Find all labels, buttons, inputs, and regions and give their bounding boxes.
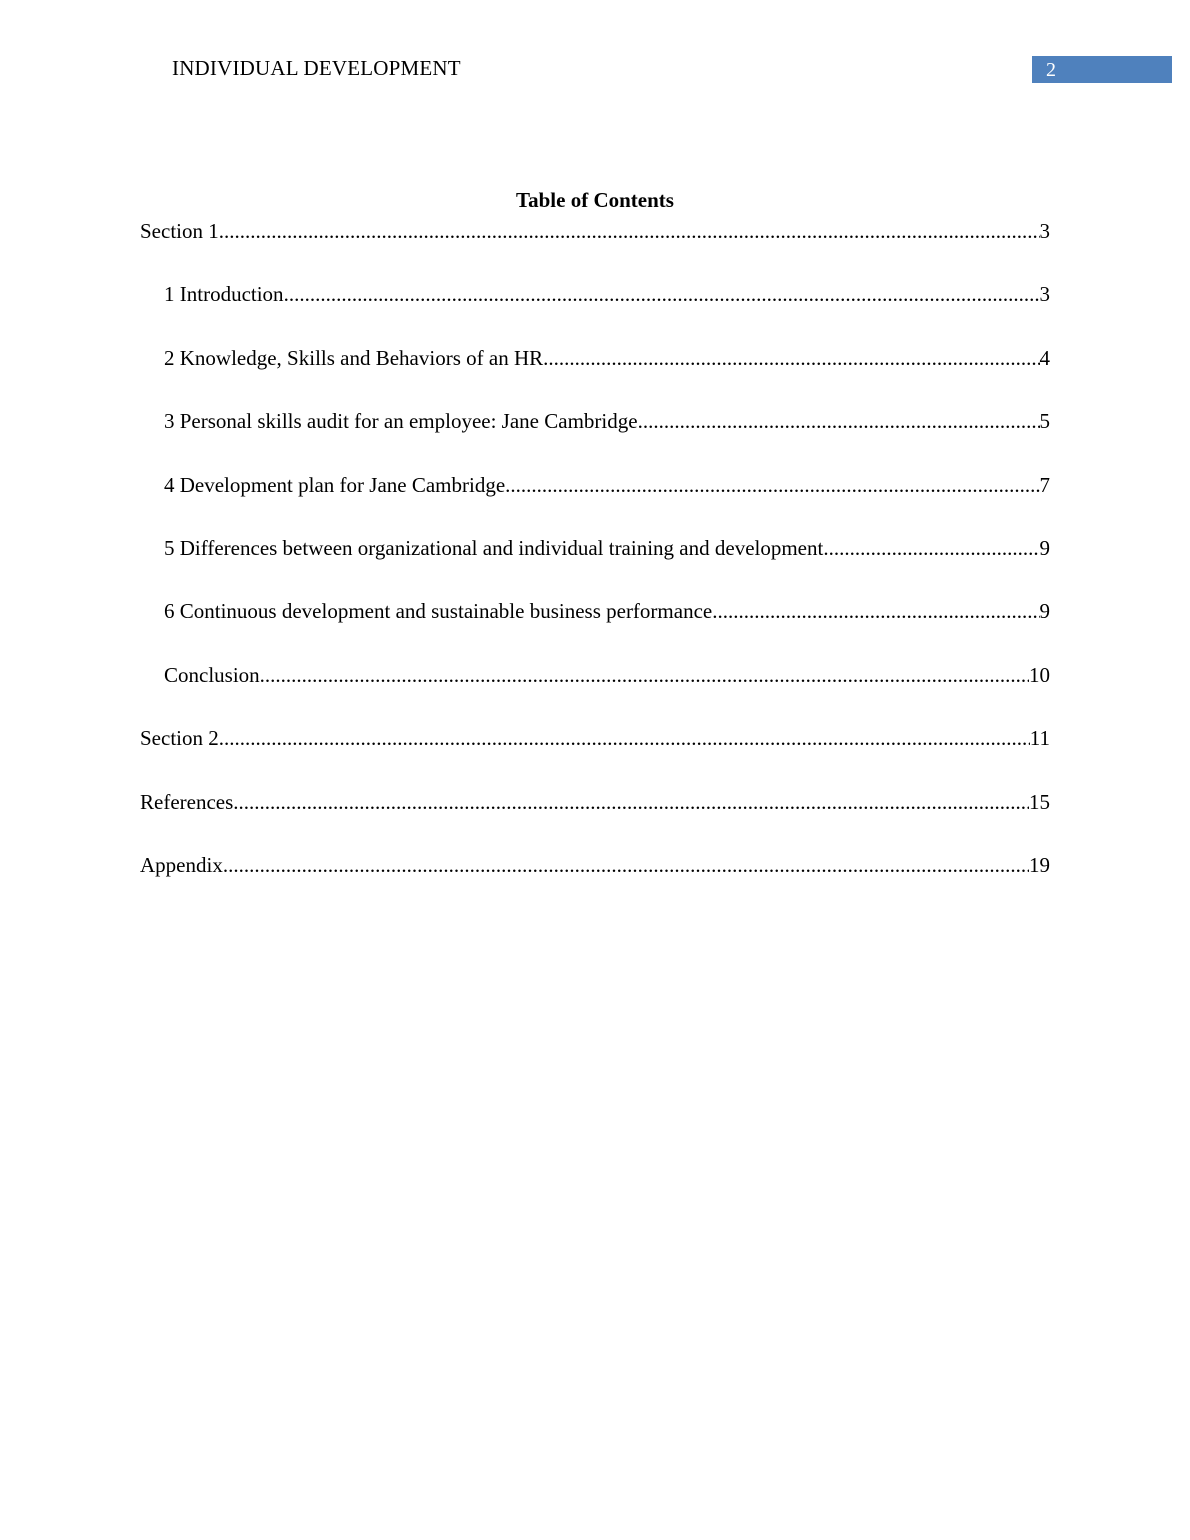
page-number-badge (1032, 56, 1172, 83)
toc-entry-section-2[interactable] (140, 725, 1050, 751)
toc-list (140, 218, 1050, 915)
toc-entry-introduction[interactable] (140, 281, 1050, 307)
toc-dot-leader (260, 662, 1029, 688)
toc-entry-page: 3 (1039, 219, 1050, 243)
toc-dot-leader (638, 408, 1040, 434)
toc-entry-development-plan[interactable] (140, 472, 1050, 498)
toc-entry-label: Conclusion (164, 662, 260, 687)
toc-entry-differences[interactable] (140, 535, 1050, 561)
toc-entry-label: References (140, 789, 234, 814)
page-number: 2 (1046, 59, 1056, 81)
toc-entry-page: 15 (1029, 789, 1050, 814)
toc-entry-label: 6 Continuous development and sustainable business performance (164, 599, 713, 624)
toc-entry-knowledge-skills[interactable] (140, 345, 1050, 371)
toc-dot-leader (223, 852, 1029, 878)
toc-entry-label: 2 Knowledge, Skills and Behaviors of an HR (164, 345, 544, 370)
toc-entry-continuous-development[interactable] (140, 598, 1050, 624)
toc-entry-label: Section 2 (140, 726, 219, 751)
toc-entry-label: 3 Personal skills audit for an employee: Jane Cambridge (164, 409, 638, 434)
toc-entry-label: Section 1 (140, 219, 219, 243)
toc-entry-page: 3 (1039, 282, 1050, 307)
toc-entry-page: 7 (1039, 472, 1050, 497)
toc-entry-label: 1 Introduction (164, 282, 284, 307)
toc-entry-skills-audit[interactable] (140, 408, 1050, 434)
toc-entry-label: 4 Development plan for Jane Cambridge (164, 472, 506, 497)
toc-entry-page: 19 (1029, 852, 1050, 877)
running-head: INDIVIDUAL DEVELOPMENT (172, 56, 461, 80)
toc-entry-appendix[interactable] (140, 852, 1050, 878)
toc-dot-leader (543, 345, 1039, 371)
toc-entry-page: 10 (1029, 662, 1050, 687)
toc-entry-label: 5 Differences between organizational and individual training and development (164, 535, 824, 560)
toc-entry-page: 4 (1039, 345, 1050, 370)
toc-dot-leader (219, 725, 1030, 751)
toc-entry-section-1[interactable] (140, 218, 1050, 244)
toc-entry-references[interactable] (140, 789, 1050, 815)
toc-entry-conclusion[interactable] (140, 662, 1050, 688)
toc-entry-page: 9 (1039, 535, 1050, 560)
toc-dot-leader (219, 218, 1040, 244)
toc-entry-page: 5 (1039, 409, 1050, 434)
toc-dot-leader (712, 598, 1039, 624)
toc-entry-page: 11 (1029, 726, 1050, 751)
toc-dot-leader (823, 535, 1039, 561)
toc-dot-leader (284, 281, 1040, 307)
toc-title: Table of Contents (516, 188, 674, 212)
toc-dot-leader (233, 789, 1029, 815)
toc-dot-leader (505, 472, 1039, 498)
toc-entry-label: Appendix (140, 852, 223, 877)
toc-entry-page: 9 (1039, 599, 1050, 624)
